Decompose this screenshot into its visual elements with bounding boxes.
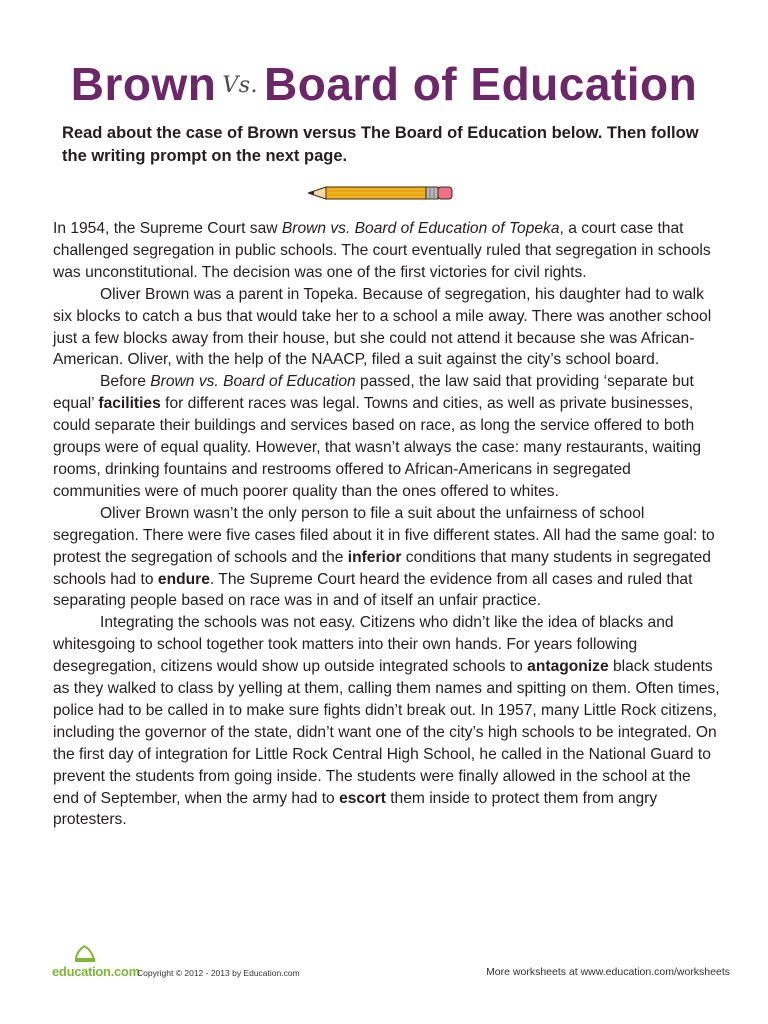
- paragraph-2: Oliver Brown was a parent in Topeka. Because of segregation, his daughter had to walk six blocks to catch a bus that would take her to a school a mile away. There was another school just a few blocks away from their house, but she could not attend it because she was African-American. Oliver, with the help of the NAACP, filed a suit against the city’s school board.: [53, 285, 712, 369]
- vocab-antagonize: antagonize: [527, 658, 609, 676]
- copyright-text: Copyright © 2012 - 2013 by Education.com: [137, 968, 300, 978]
- paragraph-3: Before Brown vs. Board of Education passed, the law said that providing ‘separate but equal’ facilities for different races was legal. Towns and cities, as well as private businesses, could separate their buildings and services based on race, as long the service offered to both groups were of equal quality. However, that wasn’t always the case: many restaurants, waiting rooms, drinking fountains and restrooms offered to African-Americans in segregated communities were of much poorer quality than the ones offered to whites.: [53, 373, 702, 500]
- title-vs: Vs.: [222, 73, 259, 98]
- title-brown: Brown: [70, 58, 217, 110]
- page-title: [0, 56, 768, 122]
- paragraph-1: In 1954, the Supreme Court saw Brown vs. Board of Education of Topeka, a court case that challenged segregation in public schools. The court eventually ruled that segregation in schools was unconstitutional. The decision was one of the first victories for civil rights.: [53, 220, 711, 281]
- vocab-endure: endure: [157, 570, 210, 588]
- vocab-facilities: facilities: [98, 395, 161, 413]
- footer: [40, 944, 730, 984]
- education-logo-icon: [70, 942, 100, 964]
- logo-text: education.com: [52, 964, 140, 979]
- title-board: Board of Education: [264, 58, 698, 110]
- article-body: [53, 218, 721, 831]
- education-logo[interactable]: [40, 944, 140, 984]
- vocab-inferior: inferior: [347, 548, 402, 566]
- vocab-escort: escort: [339, 789, 386, 807]
- more-worksheets-link[interactable]: More worksheets at www.education.com/worksheets: [486, 966, 730, 978]
- intro-instructions: Read about the case of Brown versus The Board of Education below. Then follow the writing prompt on the next page.: [62, 124, 699, 165]
- paragraph-5: Integrating the schools was not easy. Citizens who didn’t like the idea of blacks and whitesgoing to school together took matters into their own hands. For years following desegregation, citizens would show up outside integrated schools to antagonize black students as they walked to class by yelling at them, calling them names and spitting on them. Often times, police had to be called in to make sure fights didn’t break out. In 1957, many Little Rock citizens, including the governor of the state, didn’t want one of the city’s high schools to be integrated. On the first day of integration for Little Rock Central High School, he called in the National Guard to prevent the students from going inside. The students were finally allowed in the school at the end of September, when the army had to escort them inside to protect them from angry protesters.: [53, 614, 720, 829]
- paragraph-4: Oliver Brown wasn’t the only person to file a suit about the unfairness of school segregation. There were five cases filed about it in five different states. All had the same goal: to protest the segregation of schools and the inferior conditions that many students in segregated schools had to endure. The Supreme Court heard the evidence from all cases and ruled that separating people based on race was in and of itself an unfair practice.: [53, 504, 715, 610]
- pencil-icon: [308, 183, 458, 203]
